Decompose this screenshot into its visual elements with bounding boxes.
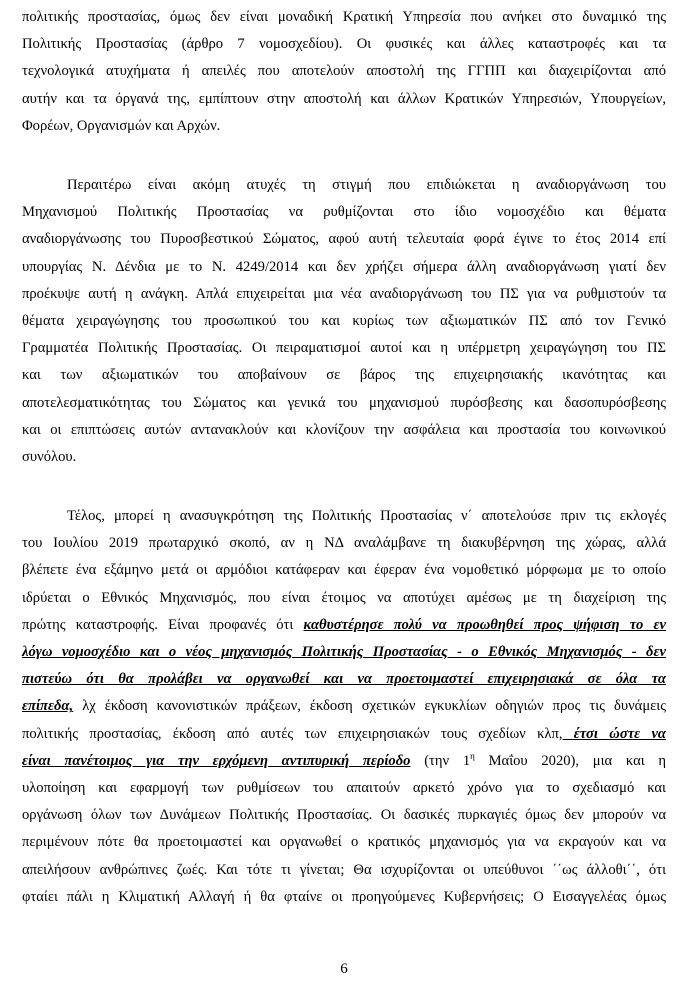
text-line: προέκυψε αυτή η ανάγκη. Απλά επιχειρείται μια νέα αναδιοργάνωση του ΠΣ για να ρυθμιστούν τα [22,285,666,302]
text-line: οργάνωση όλων των Δυνάμεων Πολιτικής Προστασίας. Οι δασικές πυρκαγιές όμως δεν μπορούν να [22,807,666,824]
text-line [22,639,666,666]
text-line: αυτήν και τα όργανά της, εμπίπτουν στην αποστολή και άλλων Κρατικών Υπηρεσιών, Υπουργείων, [22,90,666,107]
text-line: συνόλου. [22,449,77,466]
text-run: (την 1 [410,752,471,769]
text-line: τεχνολογικά ατυχήματα ή απειλές που αποτελούν αποστολή της ΓΓΠΠ και διαχειρίζονται από [22,63,666,80]
paragraph-3 [22,503,666,911]
text-line: θέματα χειραγώγησης του προσωπικού του και κυρίως των αξιωματικών ΠΣ από τον Γενικό [22,313,666,330]
paragraph-1 [22,4,666,140]
text-line: περιμένουν πότε θα προετοιμαστεί και οργανωθεί ο κρατικός μηχανισμός για να εκραγούν και να [22,834,666,851]
text-line: φταίει πάλι η Κλιματική Αλλαγή ή θα φταίνε οι προηγούμενες Κυβερνήσεις; Ο Εισαγγελέας όμως [22,888,666,905]
text-line: βλέπετε ένα εξάμηνο μετά οι αρμόδιοι κατάφεραν και έφεραν ένα νομοθετικό μόρφωμα με το οποίο [22,562,666,579]
emphasized-text: είναι πανέτοιμος για την ερχόμενη αντιπυρική περίοδο [22,752,411,769]
emphasized-text: επίπεδα, [22,698,74,715]
text-run: λχ έκδοση κανονιστικών πράξεων, έκδοση σχετικών εγκυκλίων οδηγιών προς τις δυνάμεις [73,698,666,715]
emphasized-text: καθυστέρησε πολύ να προωθηθεί προς ψήφιση το εν [303,616,666,633]
emphasized-text: έτσι ώστε να [562,725,666,742]
text-line: Γραμματέα Πολιτικής Προστασίας. Οι πειραματισμοί αυτοί και η υπέρμετρη χειραγώγηση του ΠΣ [22,340,666,357]
text-line [22,693,666,720]
text-run: Μαΐου 2020), μια και η [474,752,666,769]
text-line: ιδρύεται ο Εθνικός Μηχανισμός, που είναι έτοιμος να αποτύχει αμέσως με τη διαχείριση της [22,589,666,606]
text-line: του Ιουλίου 2019 πρωταρχικό σκοπό, αν η ΝΔ αναλάμβανε τη διακυβέρνηση της χώρας, αλλά [22,535,666,552]
paragraph-2 [22,172,666,471]
text-line [22,721,666,748]
page-number: 6 [340,961,348,977]
text-line [22,748,666,775]
text-line: Μηχανισμού Πολιτικής Προστασίας να ρυθμίζονται στο ίδιο νομοσχέδιο και θέματα [22,204,666,221]
text-line: Φορέων, Οργανισμών και Αρχών. [22,117,221,134]
text-line: υπουργίας Ν. Δένδια με το Ν. 4249/2014 και δεν χρήζει σήμερα άλλη αναδιοργάνωση γιατί δεν [22,258,666,275]
text-line: πολιτικής προστασίας, όμως δεν είναι μοναδική Κρατική Υπηρεσία που ανήκει στο δυναμικό της [22,9,666,25]
text-line: Πολιτικής Προστασίας (άρθρο 7 νομοσχεδίου). Οι φυσικές και άλλες καταστροφές και τα [22,36,666,53]
text-run: πολιτικής προστασίας, έκδοση από αυτές των επιχειρησιακών τους σχεδίων κλπ, [22,725,563,742]
emphasized-text: πιστεύω ότι θα προλάβει να οργανωθεί και να προετοιμαστεί επιχειρησιακά σε όλα τα [22,671,666,688]
superscript: η [470,750,475,761]
text-line: και των αξιωματικών του αποβαίνουν σε βάρος της επιχειρησιακής ικανότητας και [22,367,666,384]
text-line: αναδιοργάνωσης του Πυροσβεστικού Σώματος, αφού αυτή τελευταία φορά έγινε το έτος 2014 επί [22,231,666,248]
text-line [22,666,666,693]
text-run: πρώτης καταστροφής. Είναι προφανές ότι [22,616,304,633]
text-line: αποτελεσματικότητας του Σώματος και γενικά του μηχανισμού πυρόσβεσης και δασοπυρόσβεσης [22,394,666,411]
text-line: Περαιτέρω είναι ακόμη ατυχές τη στιγμή που επιδιώκεται η αναδιοργάνωση του [67,177,666,193]
text-line: απειλήσουν ανθρώπινες ζωές. Και τότε τι γίνεται; Θα ισχυρίζονται οι υπεύθυνοι ΄΄ως άλλοθι΄΄, ότι [22,861,666,878]
text-line [22,612,666,639]
document-page [22,0,666,984]
emphasized-text: λόγω νομοσχέδιο και ο νέος μηχανισμός Πολιτικής Προστασίας - ο Εθνικός Μηχανισμός - δεν [22,644,666,661]
text-line: Τέλος, μπορεί η ανασυγκρότηση της Πολιτικής Προστασίας ν΄ αποτελούσε πριν τις εκλογές [67,508,666,524]
text-line: και οι επιπτώσεις αυτών αντανακλούν και κλονίζουν την ασφάλεια και προστασία του κοινωνικού [22,421,666,438]
text-line: υλοποίηση και εφαρμογή των ρυθμίσεων του απαιτούν αρκετό χρόνο για το σχεδιασμό και [22,780,666,797]
